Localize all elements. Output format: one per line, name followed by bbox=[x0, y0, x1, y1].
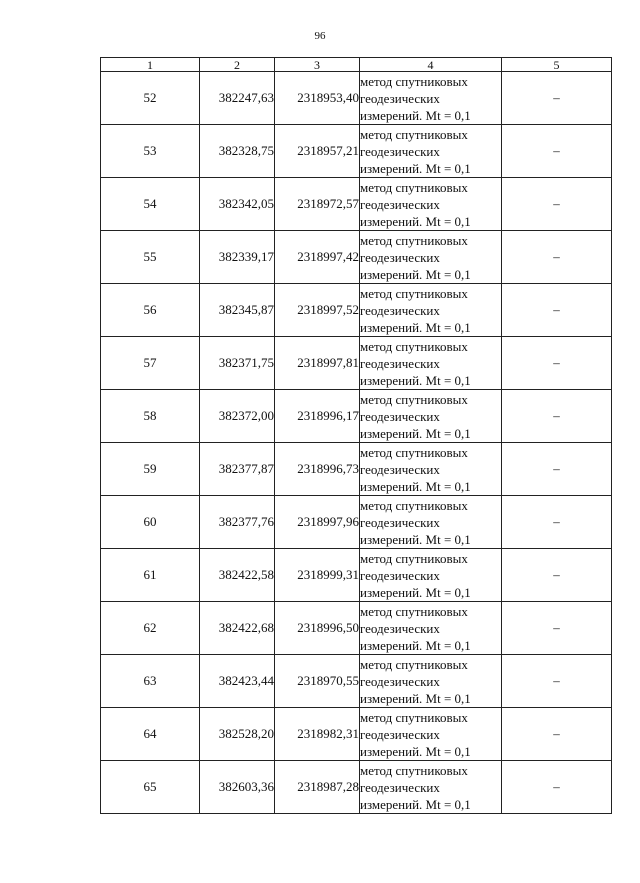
method-line: измерений. Mt = 0,1 bbox=[360, 160, 471, 176]
method-line: метод спутниковых bbox=[360, 656, 468, 672]
table-row bbox=[101, 761, 612, 814]
table-body bbox=[101, 72, 612, 814]
table-row bbox=[101, 549, 612, 602]
method-line: метод спутниковых bbox=[360, 709, 468, 725]
method-cell bbox=[360, 549, 502, 602]
note-cell: – bbox=[502, 337, 612, 390]
table-row bbox=[101, 708, 612, 761]
method-line: измерений. Mt = 0,1 bbox=[360, 531, 471, 547]
method-line: геодезических bbox=[360, 567, 440, 583]
method-line: метод спутниковых bbox=[360, 497, 468, 513]
x-coordinate-cell: 382342,05 bbox=[200, 178, 275, 231]
method-line: метод спутниковых bbox=[360, 444, 468, 460]
method-line: измерений. Mt = 0,1 bbox=[360, 372, 471, 388]
x-coordinate-cell: 382422,68 bbox=[200, 602, 275, 655]
method-line: измерений. Mt = 0,1 bbox=[360, 213, 471, 229]
note-cell: – bbox=[502, 72, 612, 125]
method-line: метод спутниковых bbox=[360, 285, 468, 301]
method-cell bbox=[360, 496, 502, 549]
method-line: геодезических bbox=[360, 90, 440, 106]
table-row bbox=[101, 390, 612, 443]
note-cell: – bbox=[502, 125, 612, 178]
method-line: геодезических bbox=[360, 726, 440, 742]
coordinates-table bbox=[100, 57, 612, 814]
x-coordinate-cell: 382328,75 bbox=[200, 125, 275, 178]
y-coordinate-cell: 2318997,81 bbox=[275, 337, 360, 390]
method-line: геодезических bbox=[360, 196, 440, 212]
table-row bbox=[101, 496, 612, 549]
note-cell: – bbox=[502, 761, 612, 814]
note-cell: – bbox=[502, 655, 612, 708]
note-cell: – bbox=[502, 496, 612, 549]
x-coordinate-cell: 382339,17 bbox=[200, 231, 275, 284]
method-line: измерений. Mt = 0,1 bbox=[360, 266, 471, 282]
y-coordinate-cell: 2318997,42 bbox=[275, 231, 360, 284]
method-line: измерений. Mt = 0,1 bbox=[360, 637, 471, 653]
x-coordinate-cell: 382422,58 bbox=[200, 549, 275, 602]
method-cell bbox=[360, 337, 502, 390]
note-cell: – bbox=[502, 178, 612, 231]
y-coordinate-cell: 2318957,21 bbox=[275, 125, 360, 178]
x-coordinate-cell: 382377,76 bbox=[200, 496, 275, 549]
note-cell: – bbox=[502, 443, 612, 496]
header-col-1: 1 bbox=[101, 58, 200, 72]
method-line: метод спутниковых bbox=[360, 603, 468, 619]
note-cell: – bbox=[502, 231, 612, 284]
table-row bbox=[101, 178, 612, 231]
method-line: измерений. Mt = 0,1 bbox=[360, 743, 471, 759]
method-line: геодезических bbox=[360, 249, 440, 265]
method-line: геодезических bbox=[360, 143, 440, 159]
x-coordinate-cell: 382423,44 bbox=[200, 655, 275, 708]
method-line: измерений. Mt = 0,1 bbox=[360, 584, 471, 600]
method-cell bbox=[360, 761, 502, 814]
method-line: метод спутниковых bbox=[360, 391, 468, 407]
method-cell bbox=[360, 708, 502, 761]
point-number-cell: 53 bbox=[101, 125, 200, 178]
header-col-2: 2 bbox=[200, 58, 275, 72]
header-row bbox=[101, 58, 612, 72]
method-cell bbox=[360, 390, 502, 443]
table-row bbox=[101, 72, 612, 125]
table-row bbox=[101, 602, 612, 655]
x-coordinate-cell: 382345,87 bbox=[200, 284, 275, 337]
y-coordinate-cell: 2318999,31 bbox=[275, 549, 360, 602]
point-number-cell: 61 bbox=[101, 549, 200, 602]
point-number-cell: 59 bbox=[101, 443, 200, 496]
x-coordinate-cell: 382603,36 bbox=[200, 761, 275, 814]
x-coordinate-cell: 382372,00 bbox=[200, 390, 275, 443]
table-header bbox=[101, 58, 612, 72]
method-cell bbox=[360, 125, 502, 178]
x-coordinate-cell: 382528,20 bbox=[200, 708, 275, 761]
point-number-cell: 55 bbox=[101, 231, 200, 284]
point-number-cell: 57 bbox=[101, 337, 200, 390]
method-cell bbox=[360, 231, 502, 284]
method-line: метод спутниковых bbox=[360, 73, 468, 89]
method-line: метод спутниковых bbox=[360, 762, 468, 778]
point-number-cell: 52 bbox=[101, 72, 200, 125]
y-coordinate-cell: 2318996,50 bbox=[275, 602, 360, 655]
page-number: 96 bbox=[314, 30, 326, 42]
method-line: геодезических bbox=[360, 779, 440, 795]
method-line: геодезических bbox=[360, 302, 440, 318]
method-cell bbox=[360, 655, 502, 708]
point-number-cell: 56 bbox=[101, 284, 200, 337]
y-coordinate-cell: 2318972,57 bbox=[275, 178, 360, 231]
point-number-cell: 54 bbox=[101, 178, 200, 231]
header-col-5: 5 bbox=[502, 58, 612, 72]
header-col-3: 3 bbox=[275, 58, 360, 72]
y-coordinate-cell: 2318982,31 bbox=[275, 708, 360, 761]
method-cell bbox=[360, 72, 502, 125]
method-line: геодезических bbox=[360, 514, 440, 530]
point-number-cell: 62 bbox=[101, 602, 200, 655]
point-number-cell: 58 bbox=[101, 390, 200, 443]
method-line: геодезических bbox=[360, 355, 440, 371]
note-cell: – bbox=[502, 708, 612, 761]
method-line: измерений. Mt = 0,1 bbox=[360, 690, 471, 706]
note-cell: – bbox=[502, 284, 612, 337]
header-col-4: 4 bbox=[360, 58, 502, 72]
method-line: геодезических bbox=[360, 673, 440, 689]
method-line: метод спутниковых bbox=[360, 550, 468, 566]
method-line: геодезических bbox=[360, 408, 440, 424]
method-line: метод спутниковых bbox=[360, 232, 468, 248]
point-number-cell: 60 bbox=[101, 496, 200, 549]
method-line: измерений. Mt = 0,1 bbox=[360, 107, 471, 123]
table-row bbox=[101, 231, 612, 284]
x-coordinate-cell: 382247,63 bbox=[200, 72, 275, 125]
y-coordinate-cell: 2318953,40 bbox=[275, 72, 360, 125]
y-coordinate-cell: 2318996,73 bbox=[275, 443, 360, 496]
table-row bbox=[101, 443, 612, 496]
y-coordinate-cell: 2318997,96 bbox=[275, 496, 360, 549]
note-cell: – bbox=[502, 602, 612, 655]
x-coordinate-cell: 382377,87 bbox=[200, 443, 275, 496]
method-line: метод спутниковых bbox=[360, 126, 468, 142]
x-coordinate-cell: 382371,75 bbox=[200, 337, 275, 390]
table-row bbox=[101, 284, 612, 337]
method-line: измерений. Mt = 0,1 bbox=[360, 478, 471, 494]
method-cell bbox=[360, 284, 502, 337]
point-number-cell: 65 bbox=[101, 761, 200, 814]
table-row bbox=[101, 125, 612, 178]
method-cell bbox=[360, 443, 502, 496]
point-number-cell: 64 bbox=[101, 708, 200, 761]
method-line: измерений. Mt = 0,1 bbox=[360, 425, 471, 441]
method-line: геодезических bbox=[360, 620, 440, 636]
y-coordinate-cell: 2318987,28 bbox=[275, 761, 360, 814]
method-line: измерений. Mt = 0,1 bbox=[360, 796, 471, 812]
point-number-cell: 63 bbox=[101, 655, 200, 708]
y-coordinate-cell: 2318970,55 bbox=[275, 655, 360, 708]
method-cell bbox=[360, 178, 502, 231]
table-row bbox=[101, 337, 612, 390]
note-cell: – bbox=[502, 549, 612, 602]
method-line: геодезических bbox=[360, 461, 440, 477]
y-coordinate-cell: 2318997,52 bbox=[275, 284, 360, 337]
method-line: измерений. Mt = 0,1 bbox=[360, 319, 471, 335]
method-cell bbox=[360, 602, 502, 655]
method-line: метод спутниковых bbox=[360, 338, 468, 354]
note-cell: – bbox=[502, 390, 612, 443]
table-row bbox=[101, 655, 612, 708]
method-line: метод спутниковых bbox=[360, 179, 468, 195]
y-coordinate-cell: 2318996,17 bbox=[275, 390, 360, 443]
